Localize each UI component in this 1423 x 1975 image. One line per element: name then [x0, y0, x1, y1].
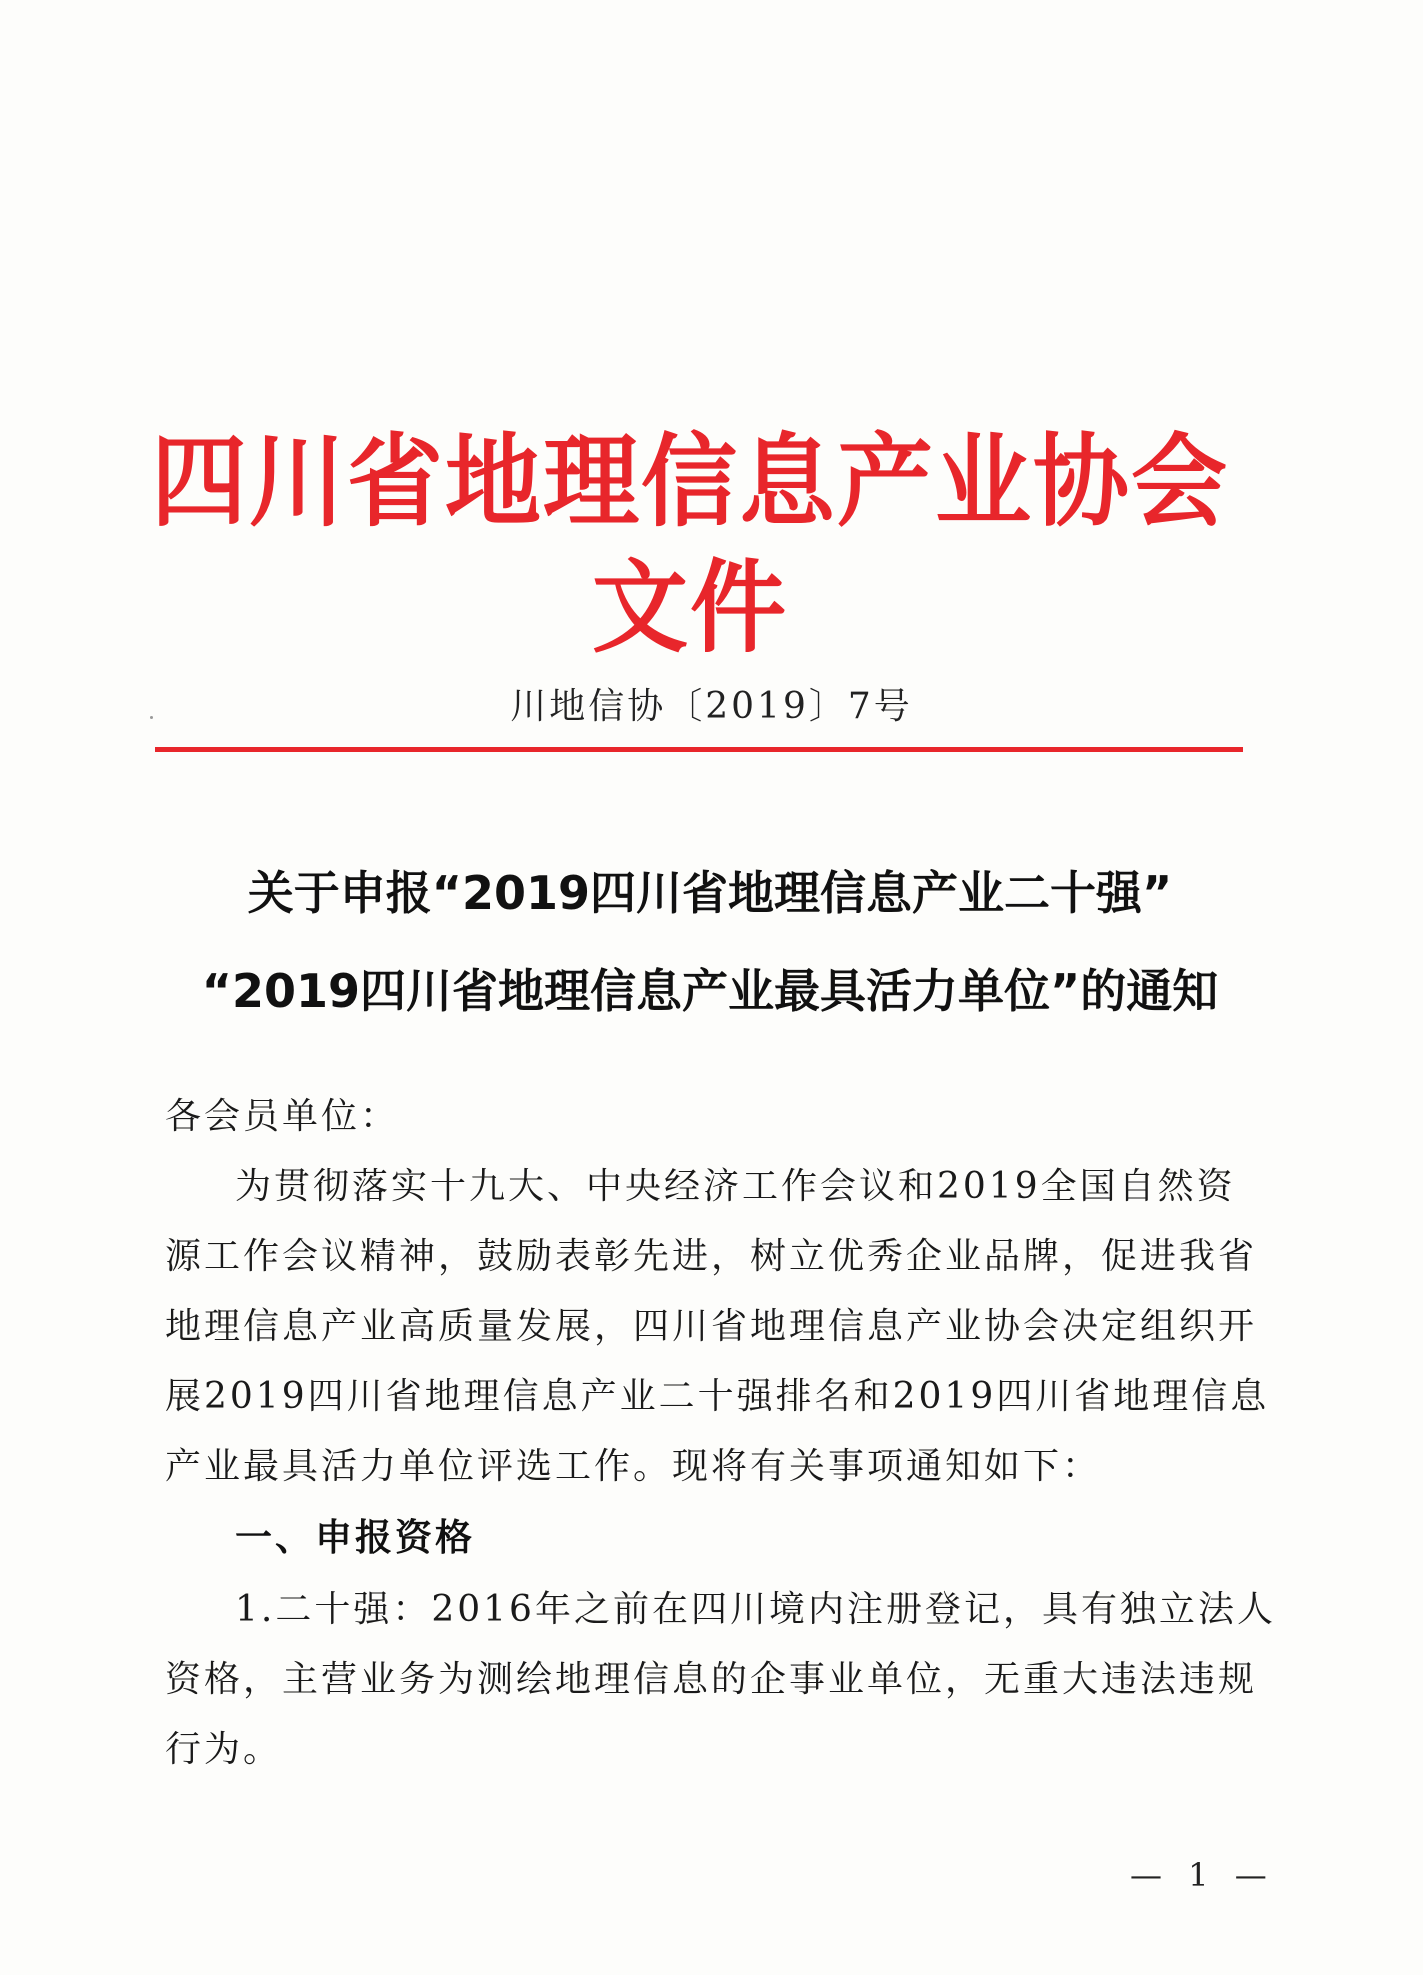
intro-line-5: 产业最具活力单位评选工作。现将有关事项通知如下：	[165, 1446, 1102, 1487]
item1-line-2: 资格，主营业务为测绘地理信息的企事业单位，无重大违法违规	[165, 1659, 1258, 1700]
document-number: 川地信协〔2019〕7号	[510, 686, 913, 727]
intro-line-1: 为贯彻落实十九大、中央经济工作会议和2019全国自然资	[235, 1166, 1236, 1207]
intro-line-2: 源工作会议精神，鼓励表彰先进，树立优秀企业品牌，促进我省	[165, 1236, 1258, 1277]
notice-title-line-1: 关于申报“2019四川省地理信息产业二十强”	[247, 866, 1173, 920]
intro-line-3: 地理信息产业高质量发展，四川省地理信息产业协会决定组织开	[165, 1306, 1258, 1347]
notice-title-line-2: “2019四川省地理信息产业最具活力单位”的通知	[201, 964, 1219, 1018]
salutation: 各会员单位：	[165, 1096, 400, 1137]
org-header-title: 四川省地理信息产业协会文件	[151, 423, 1229, 667]
item1-line-1: 1.二十强：2016年之前在四川境内注册登记，具有独立法人	[235, 1589, 1276, 1630]
red-separator-line	[155, 747, 1243, 752]
item1-line-3: 行为。	[165, 1729, 283, 1770]
section-heading-eligibility: 一、申报资格	[235, 1516, 475, 1559]
page-number: — 1 —	[1130, 1856, 1275, 1894]
intro-line-4: 展2019四川省地理信息产业二十强排名和2019四川省地理信息	[165, 1376, 1270, 1417]
